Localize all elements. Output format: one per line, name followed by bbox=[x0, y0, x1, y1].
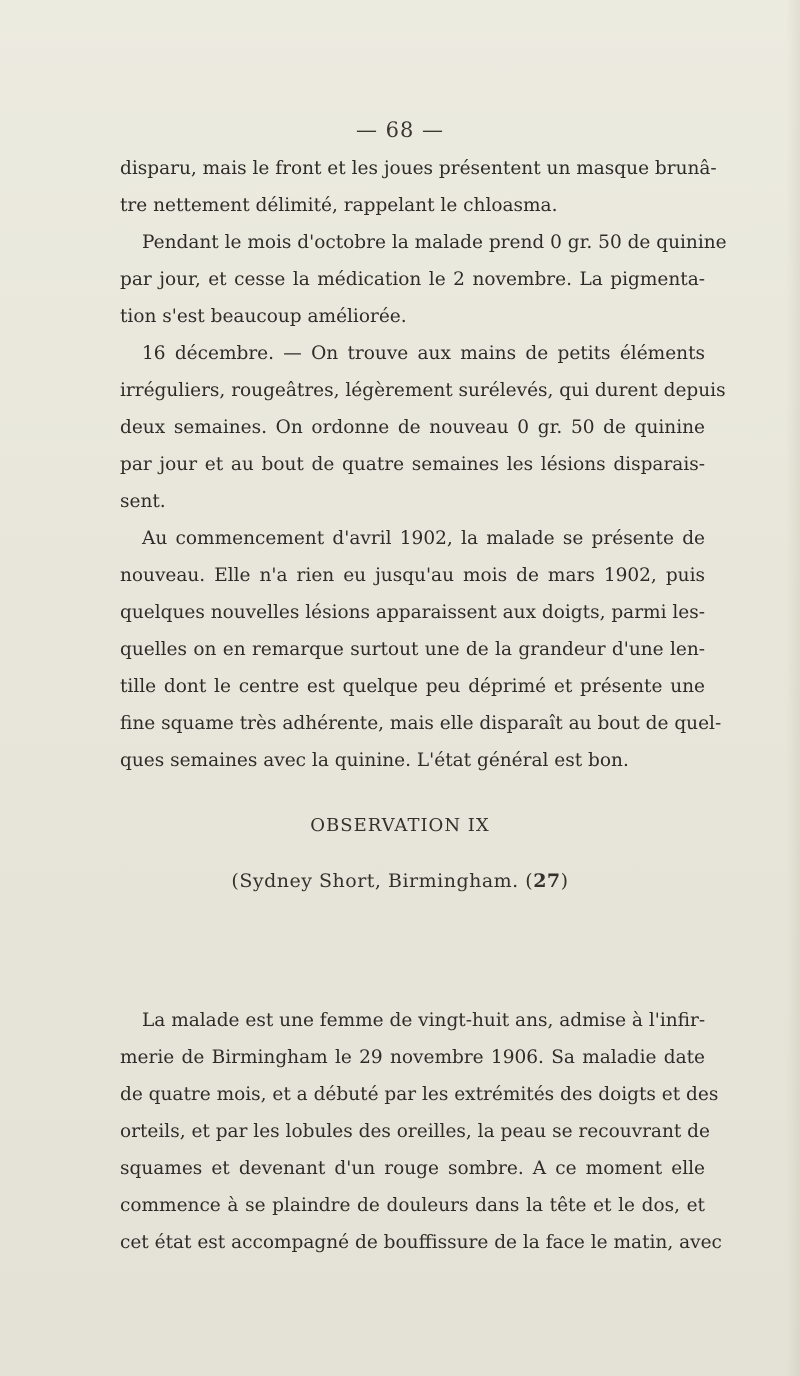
text-line: cet état est accompagné de bouffissure de la face le matin, avec bbox=[120, 1232, 722, 1253]
text-line: merie de Birmingham le 29 novembre 1906. Sa maladie date bbox=[120, 1047, 705, 1068]
text-line: Au commencement d'avril 1902, la malade se présente de bbox=[142, 528, 705, 549]
text-line: nouveau. Elle n'a rien eu jusqu'au mois de mars 1902, puis bbox=[120, 565, 705, 586]
text-line: sent. bbox=[120, 491, 166, 512]
text-line: par jour, et cesse la médication le 2 novembre. La pigmenta- bbox=[120, 269, 705, 290]
body-text-bottom bbox=[120, 1002, 722, 1261]
text-line: quelles on en remarque surtout une de la grandeur d'une len- bbox=[120, 639, 705, 660]
body-text-top bbox=[120, 150, 727, 779]
text-line: tion s'est beaucoup améliorée. bbox=[120, 306, 407, 327]
text-line: tre nettement délimité, rappelant le chloasma. bbox=[120, 195, 558, 216]
text-line: orteils, et par les lobules des oreilles, la peau se recouvrant de bbox=[120, 1121, 710, 1142]
text-line: La malade est une femme de vingt-huit ans, admise à l'infir- bbox=[142, 1010, 706, 1031]
text-line: 16 décembre. — On trouve aux mains de petits éléments bbox=[142, 343, 705, 364]
reference-number: 27 bbox=[533, 870, 561, 892]
text-line: fine squame très adhérente, mais elle disparaît au bout de quel- bbox=[120, 713, 722, 734]
text-line: Pendant le mois d'octobre la malade prend 0 gr. 50 de quinine bbox=[142, 232, 727, 253]
text-line: disparu, mais le front et les joues présentent un masque brunâ- bbox=[120, 158, 717, 179]
source-close: ) bbox=[560, 870, 569, 892]
text-line: quelques nouvelles lésions apparaissent aux doigts, parmi les- bbox=[120, 602, 705, 623]
text-line: tille dont le centre est quelque peu déprimé et présente une bbox=[120, 676, 705, 697]
text-line: squames et devenant d'un rouge sombre. A ce moment elle bbox=[120, 1158, 705, 1179]
text-line: deux semaines. On ordonne de nouveau 0 gr. 50 de quinine bbox=[120, 417, 705, 438]
page-edge-shadow bbox=[786, 0, 800, 1376]
page-number: — 68 — bbox=[355, 118, 445, 142]
text-line: commence à se plaindre de douleurs dans la tête et le dos, et bbox=[120, 1195, 705, 1216]
observation-title: OBSERVATION IX bbox=[310, 815, 490, 836]
text-line: par jour et au bout de quatre semaines les lésions disparais- bbox=[120, 454, 705, 475]
observation-source bbox=[0, 870, 800, 892]
source-author: (Sydney Short, Birmingham. ( bbox=[231, 870, 534, 892]
text-line: ques semaines avec la quinine. L'état général est bon. bbox=[120, 750, 629, 771]
text-line: irréguliers, rougeâtres, légèrement surélevés, qui durent depuis bbox=[120, 380, 726, 401]
text-line: de quatre mois, et a débuté par les extrémités des doigts et des bbox=[120, 1084, 719, 1105]
